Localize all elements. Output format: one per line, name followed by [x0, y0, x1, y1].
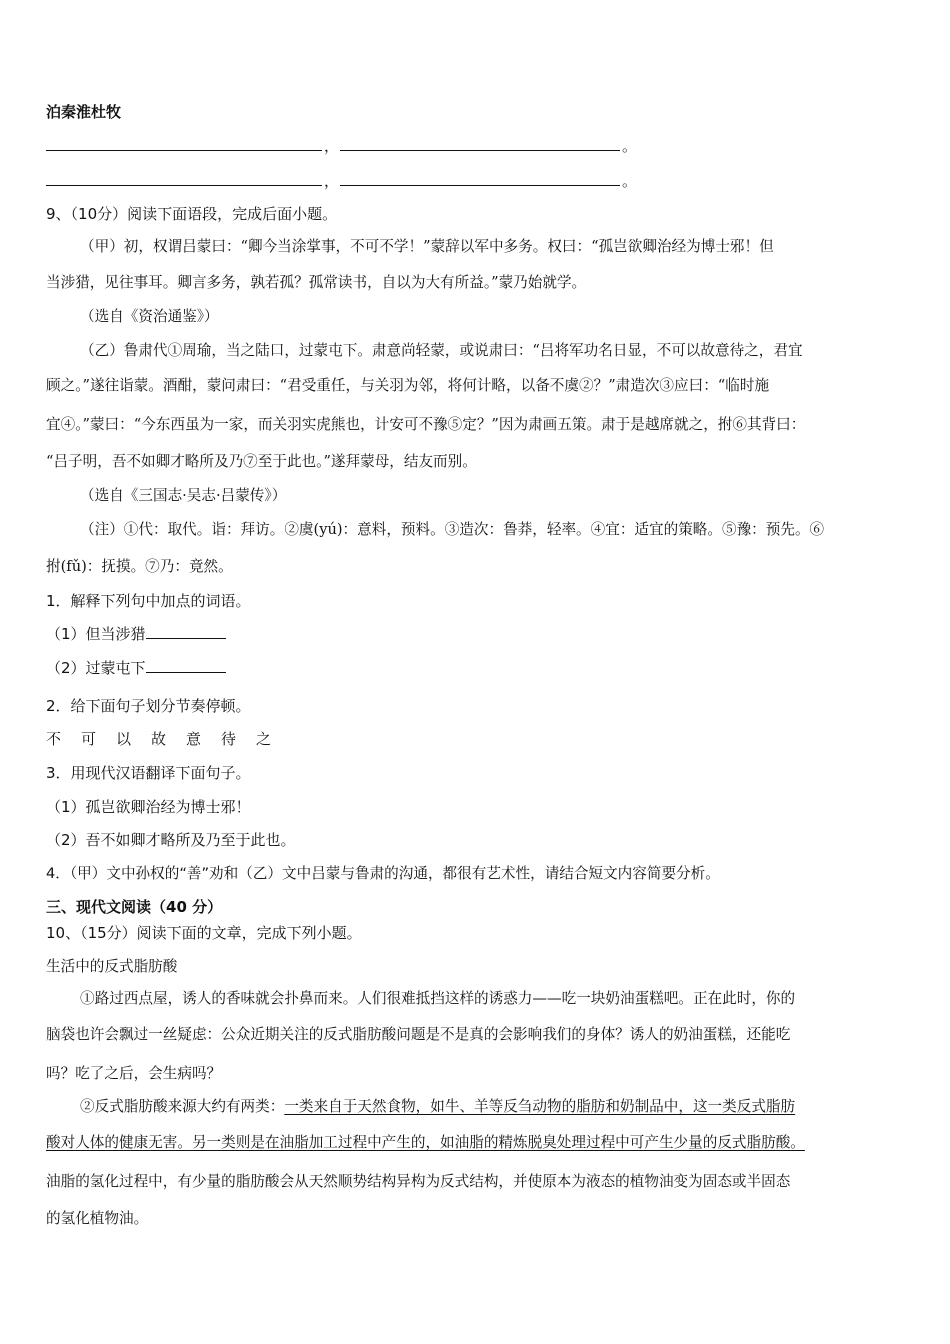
q9-sub1-b-blank[interactable]: [146, 658, 226, 673]
q9-sub2: 2．给下面句子划分节奏停顿。: [46, 697, 251, 715]
rhythm-char: 以: [116, 730, 132, 748]
rhythm-char: 意: [186, 730, 202, 748]
yi-source: （选自《三国志·吴志·吕蒙传》）: [80, 487, 287, 504]
q9-sub3-a: （1）孤岂欲卿治经为博士邪！: [46, 798, 251, 816]
poem-title: 泊秦淮杜牧: [46, 103, 122, 121]
yi-line-4: “吕子明，吾不如卿才略所及乃⑦至于此也。”遂拜蒙母，结友而别。: [46, 453, 477, 470]
q9-sub1-a-text: （1）但当涉猎: [46, 625, 146, 643]
rhythm-char: 之: [256, 730, 272, 748]
rhythm-sentence: [46, 729, 291, 749]
period-2: 。: [622, 172, 638, 190]
q10-header: 10、（15分）阅读下面的文章，完成下列小题。: [46, 924, 362, 942]
p2-underlined-2: 酸对人体的健康无害。另一类则是在油脂加工过程中产生的，如油脂的精炼脱臭处理过程中可产生少量的反式脂肪酸。: [46, 1134, 805, 1151]
q9-sub4: 4．（甲）文中孙权的“善”劝和（乙）文中吕蒙与鲁肃的沟通，都很有艺术性，请结合短文内容简要分析。: [46, 865, 720, 882]
yi-line-3: 宜④。”蒙曰：“今东西虽为一家，而关羽实虎熊也，计安可不豫⑤定？”因为肃画五策。肃于是越席就之，拊⑥其背曰：: [46, 416, 806, 433]
yi-line-2: 顾之。”遂往诣蒙。酒酣，蒙问肃曰：“君受重任，与关羽为邻，将何计略，以备不虞②？”肃造次③应曰：“临时施: [46, 377, 770, 394]
p2-line-2: [46, 1133, 805, 1153]
q9-sub3-b: （2）吾不如卿才略所及乃至于此也。: [46, 831, 296, 849]
p2-lead: ②反式脂肪酸来源大约有两类：: [80, 1098, 285, 1115]
jia-source: （选自《资治通鉴》）: [80, 308, 219, 325]
p2-line-1: [80, 1097, 795, 1117]
q9-sub1-a: [46, 624, 226, 644]
q9-header: 9、（10分）阅读下面语段，完成后面小题。: [46, 205, 338, 223]
q9-sub1-b-text: （2）过蒙屯下: [46, 659, 146, 677]
rhythm-char: 不: [46, 730, 62, 748]
q9-sub1: 1．解释下列句中加点的词语。: [46, 592, 251, 610]
poem-blank-1[interactable]: [46, 150, 322, 151]
rhythm-char: 可: [81, 730, 97, 748]
p2-underlined-1: 一类来自于天然食物，如牛、羊等反刍动物的脂肪和奶制品中，这一类反式脂肪: [284, 1098, 796, 1115]
q9-sub3: 3．用现代汉语翻译下面句子。: [46, 764, 251, 782]
yi-line-1: （乙）鲁肃代①周瑜，当之陆口，过蒙屯下。肃意尚轻蒙，或说肃曰：“吕将军功名日显，不可以故意待之，君宜: [80, 342, 803, 359]
comma-1: ，: [324, 137, 340, 155]
comma-2: ，: [324, 172, 340, 190]
poem-blank-4[interactable]: [340, 185, 620, 186]
period-1: 。: [622, 137, 638, 155]
q9-sub1-b: [46, 658, 226, 678]
article-title: 生活中的反式脂肪酸: [46, 958, 178, 975]
p1-line-3: 吗？吃了之后，会生病吗？: [46, 1065, 222, 1082]
rhythm-char: 故: [151, 730, 167, 748]
notes-line-1: （注）①代：取代。诣：拜访。②虞(yú)：意料，预料。③造次：鲁莽，轻率。④宜：适宜的策略。⑤豫：预先。⑥: [80, 521, 825, 538]
notes-line-2: 拊(fǔ)：抚摸。⑦乃：竟然。: [46, 558, 233, 575]
rhythm-char: 待: [221, 730, 237, 748]
p2-line-4: 的氢化植物油。: [46, 1210, 149, 1227]
p1-line-2: 脑袋也许会飘过一丝疑虑：公众近期关注的反式脂肪酸问题是不是真的会影响我们的身体？诱人的奶油蛋糕，还能吃: [46, 1026, 791, 1043]
p2-line-3: 油脂的氢化过程中，有少量的脂肪酸会从天然顺势结构异构为反式结构，并使原本为液态的植物油变为固态或半固态: [46, 1173, 791, 1190]
poem-blank-3[interactable]: [46, 185, 322, 186]
jia-line-2: 当涉猎，见往事耳。卿言多务，孰若孤？孤常读书，自以为大有所益。”蒙乃始就学。: [46, 274, 587, 291]
jia-line-1: （甲）初，权谓吕蒙曰：“卿今当涂掌事，不可不学！”蒙辞以军中多务。权曰：“孤岂欲卿治经为博士邪！但: [80, 238, 774, 255]
p1-line-1: ①路过西点屋，诱人的香味就会扑鼻而来。人们很难抵挡这样的诱惑力——吃一块奶油蛋糕吧。正在此时，你的: [80, 990, 796, 1007]
section3-heading: 三、现代文阅读（40 分）: [46, 898, 223, 916]
poem-blank-2[interactable]: [340, 150, 620, 151]
q9-sub1-a-blank[interactable]: [146, 624, 226, 639]
